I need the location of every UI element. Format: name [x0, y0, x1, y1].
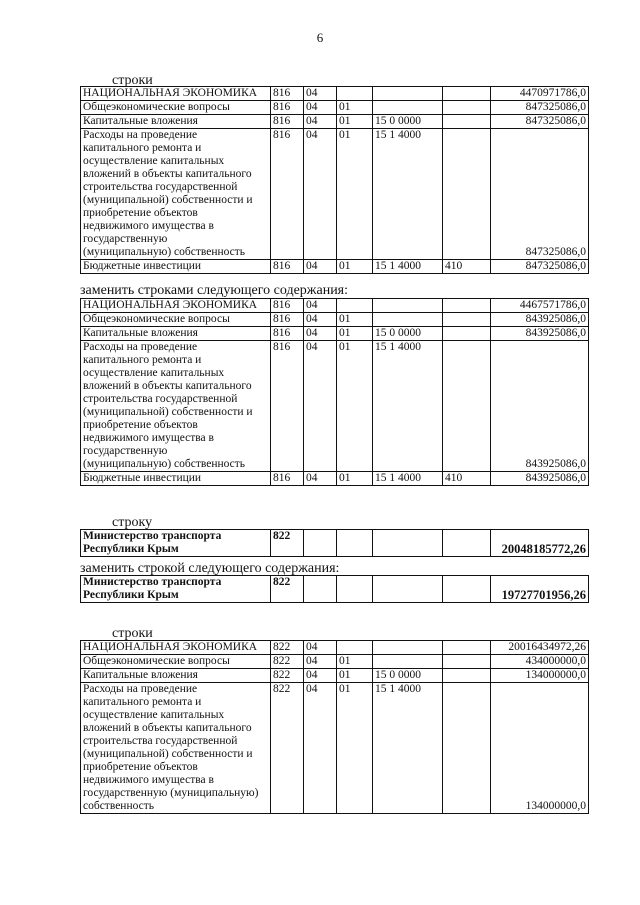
target-article-code [373, 576, 443, 603]
amount: 843925086,0 [491, 341, 589, 472]
target-article-code: 15 1 4000 [373, 260, 443, 274]
ministry-code: 816 [271, 341, 304, 472]
subsection-code [337, 299, 373, 313]
expense-type-code: 410 [443, 472, 491, 486]
target-article-code [373, 299, 443, 313]
expense-type-code [443, 655, 491, 669]
table-old-ministry [80, 529, 589, 557]
section-code: 04 [304, 115, 337, 129]
row-name: Общеэкономические вопросы [81, 101, 271, 115]
amount: 847325086,0 [491, 260, 589, 274]
amount: 20016434972,26 [491, 641, 589, 655]
subsection-code: 01 [337, 101, 373, 115]
ministry-code: 822 [271, 655, 304, 669]
target-article-code [373, 530, 443, 557]
section-code: 04 [304, 641, 337, 655]
row-name: Бюджетные инвестиции [81, 260, 271, 274]
subsection-code [337, 641, 373, 655]
table-row [81, 472, 589, 486]
row-name: НАЦИОНАЛЬНАЯ ЭКОНОМИКА [81, 641, 271, 655]
target-article-code [373, 313, 443, 327]
amount: 4467571786,0 [491, 299, 589, 313]
table-row [81, 683, 589, 814]
row-name-text: Расходы на проведение капитального ремонта и осуществление капитальных вложений в объекты капитального строительства государственной (муниципальной) собственности и приобретение объектов недвижимого имущества в государственную (муниципальную) собственность [83, 683, 259, 812]
expense-type-code [443, 530, 491, 557]
table-row [81, 641, 589, 655]
expense-type-code [443, 313, 491, 327]
target-article-code [373, 101, 443, 115]
expense-type-code: 410 [443, 260, 491, 274]
subsection-code [337, 530, 373, 557]
ministry-code: 822 [271, 683, 304, 814]
row-name: Министерство транспорта Республики Крым [81, 530, 271, 557]
row-name-text: Расходы на проведение капитального ремонта и осуществление капитальных вложений в объекты капитального строительства государственной (муниципальной) собственности и приобретение объектов недвижимого имущества в государственную (муниципальную) собственность [83, 341, 253, 470]
section-code: 04 [304, 683, 337, 814]
target-article-code: 15 1 4000 [373, 472, 443, 486]
row-name: Капитальные вложения [81, 669, 271, 683]
amount: 434000000,0 [491, 655, 589, 669]
table-transport-rows [80, 640, 589, 814]
table-row [81, 299, 589, 313]
section-code: 04 [304, 341, 337, 472]
section-code: 04 [304, 299, 337, 313]
table-row [81, 115, 589, 129]
target-article-code: 15 0 0000 [373, 327, 443, 341]
label-replace-rows: заменить строками следующего содержания: [80, 283, 349, 298]
section-code: 04 [304, 313, 337, 327]
table-row [81, 341, 589, 472]
amount: 847325086,0 [491, 115, 589, 129]
amount: 847325086,0 [491, 129, 589, 260]
label-stroki: строки [112, 73, 153, 88]
row-name: НАЦИОНАЛЬНАЯ ЭКОНОМИКА [81, 299, 271, 313]
table-new-ministry [80, 575, 589, 603]
table-row [81, 87, 589, 101]
section-code [304, 576, 337, 603]
expense-type-code [443, 683, 491, 814]
subsection-code: 01 [337, 313, 373, 327]
label-replace-row: заменить строкой следующего содержания: [80, 561, 340, 576]
row-name: Капитальные вложения [81, 115, 271, 129]
ministry-code: 822 [271, 530, 304, 557]
ministry-code: 816 [271, 472, 304, 486]
ministry-code: 816 [271, 101, 304, 115]
section-code: 04 [304, 260, 337, 274]
subsection-code: 01 [337, 260, 373, 274]
table-row [81, 530, 589, 557]
subsection-code: 01 [337, 327, 373, 341]
row-name [81, 683, 271, 814]
ministry-code: 816 [271, 260, 304, 274]
expense-type-code [443, 87, 491, 101]
amount: 134000000,0 [491, 683, 589, 814]
expense-type-code [443, 129, 491, 260]
subsection-code [337, 576, 373, 603]
row-name-text: Расходы на проведение капитального ремонта и осуществление капитальных вложений в объекты капитального строительства государственной (муниципальной) собственности и приобретение объектов недвижимого имущества в государственную (муниципальную) собственность [83, 129, 253, 258]
section-code [304, 530, 337, 557]
subsection-code: 01 [337, 655, 373, 669]
row-name [81, 129, 271, 260]
target-article-code [373, 641, 443, 655]
expense-type-code [443, 641, 491, 655]
row-name: НАЦИОНАЛЬНАЯ ЭКОНОМИКА [81, 87, 271, 101]
table-row [81, 313, 589, 327]
table-row [81, 576, 589, 603]
target-article-code: 15 0 0000 [373, 115, 443, 129]
expense-type-code [443, 341, 491, 472]
row-name: Капитальные вложения [81, 327, 271, 341]
page-number: 6 [316, 30, 324, 45]
subsection-code [337, 87, 373, 101]
amount: 847325086,0 [491, 101, 589, 115]
ministry-code: 816 [271, 327, 304, 341]
ministry-code: 816 [271, 115, 304, 129]
row-name: Общеэкономические вопросы [81, 655, 271, 669]
row-name [81, 341, 271, 472]
amount: 20048185772,26 [491, 530, 589, 557]
section-code: 04 [304, 101, 337, 115]
amount: 843925086,0 [491, 327, 589, 341]
expense-type-code [443, 669, 491, 683]
ministry-code: 816 [271, 299, 304, 313]
section-code: 04 [304, 655, 337, 669]
amount: 843925086,0 [491, 472, 589, 486]
row-name: Бюджетные инвестиции [81, 472, 271, 486]
row-name: Общеэкономические вопросы [81, 313, 271, 327]
expense-type-code [443, 299, 491, 313]
section-code: 04 [304, 472, 337, 486]
target-article-code: 15 0 0000 [373, 669, 443, 683]
amount: 19727701956,26 [491, 576, 589, 603]
target-article-code: 15 1 4000 [373, 683, 443, 814]
expense-type-code [443, 327, 491, 341]
table-row [81, 655, 589, 669]
amount: 4470971786,0 [491, 87, 589, 101]
section-code: 04 [304, 129, 337, 260]
expense-type-code [443, 115, 491, 129]
expense-type-code [443, 576, 491, 603]
section-code: 04 [304, 669, 337, 683]
target-article-code [373, 87, 443, 101]
amount: 134000000,0 [491, 669, 589, 683]
table-new-rows [80, 298, 589, 486]
subsection-code: 01 [337, 472, 373, 486]
expense-type-code [443, 101, 491, 115]
row-name: Министерство транспорта Республики Крым [81, 576, 271, 603]
target-article-code: 15 1 4000 [373, 129, 443, 260]
label-stroki-2: строки [112, 626, 153, 641]
ministry-code: 822 [271, 669, 304, 683]
table-old-rows [80, 86, 589, 274]
subsection-code: 01 [337, 669, 373, 683]
section-code: 04 [304, 87, 337, 101]
table-row [81, 101, 589, 115]
target-article-code [373, 655, 443, 669]
ministry-code: 822 [271, 641, 304, 655]
subsection-code: 01 [337, 129, 373, 260]
subsection-code: 01 [337, 341, 373, 472]
table-row [81, 327, 589, 341]
section-code: 04 [304, 327, 337, 341]
ministry-code: 822 [271, 576, 304, 603]
target-article-code: 15 1 4000 [373, 341, 443, 472]
table-row [81, 669, 589, 683]
amount: 843925086,0 [491, 313, 589, 327]
subsection-code: 01 [337, 683, 373, 814]
label-stroku: строку [112, 515, 153, 530]
ministry-code: 816 [271, 129, 304, 260]
table-row [81, 260, 589, 274]
ministry-code: 816 [271, 87, 304, 101]
subsection-code: 01 [337, 115, 373, 129]
ministry-code: 816 [271, 313, 304, 327]
table-row [81, 129, 589, 260]
